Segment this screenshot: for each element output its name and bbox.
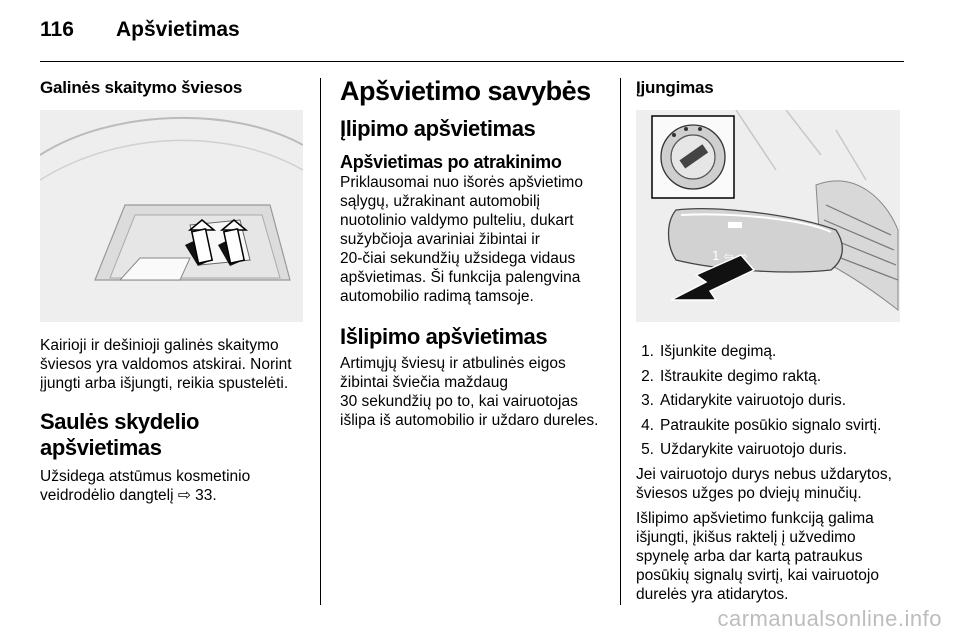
column-1 xyxy=(40,76,305,505)
text-line: nuotolinio valdymo pulteliu, dukart xyxy=(340,212,574,229)
text-line: spynelę arba dar kartą patraukus xyxy=(636,547,863,565)
list-item xyxy=(636,342,904,361)
main-title-lighting-features: Apšvietimo savybės xyxy=(340,76,591,106)
step-text: Išjunkite degimą. xyxy=(660,343,777,360)
exit-lighting-text xyxy=(340,354,612,430)
sun-visor-lighting-text xyxy=(40,467,305,505)
text-line: Artimųjų šviesų ir atbulinės eigos xyxy=(340,355,566,372)
page-title: Apšvietimas xyxy=(116,18,240,41)
text-line: įjungti arba išjungti, reikia spustelėti. xyxy=(40,375,289,392)
text-line: durelės yra atidarytos. xyxy=(636,585,789,603)
text-line: Jei vairuotojo durys nebus uždarytos, xyxy=(636,465,892,483)
list-item xyxy=(636,391,904,410)
reading-light-icon xyxy=(40,110,303,322)
lighting-after-unlock-text xyxy=(340,173,612,306)
text-line: 20-čiai sekundžių užsidega vidaus xyxy=(340,250,576,267)
list-item xyxy=(636,367,904,386)
text-line: Priklausomai nuo išorės apšvietimo xyxy=(340,174,583,191)
text-line: išjungti, įkišus raktelį į užvedimo xyxy=(636,528,856,546)
step-number: 5. xyxy=(641,441,654,458)
heading-entry-lighting: Įlipimo apšvietimas xyxy=(340,116,536,141)
text-line: apšvietimas. Ši funkcija palengvina xyxy=(340,269,581,286)
heading-line: apšvietimas xyxy=(40,435,162,460)
step-number: 2. xyxy=(641,367,654,385)
column-divider-2 xyxy=(620,78,621,605)
heading-sun-visor-lighting xyxy=(40,409,305,461)
text-line: šviesos užges po dviejų minučių. xyxy=(636,484,862,502)
lever-symbol-label: 1 ⇦ ⇨ xyxy=(712,249,748,263)
text-line: Kairioji ir dešinioji galinės skaitymo xyxy=(40,337,279,354)
watermark: carmanualsonline.info xyxy=(717,606,942,631)
column-3 xyxy=(636,76,904,604)
step-text: Atidarykite vairuotojo duris. xyxy=(660,392,847,409)
text-line: žibintai šviečia maždaug xyxy=(340,374,509,391)
heading-exit-lighting: Išlipimo apšvietimas xyxy=(340,324,548,349)
subheading-lighting-after-unlock: Apšvietimas po atrakinimo xyxy=(340,152,562,172)
exit-lighting-disable-text xyxy=(636,509,904,604)
text-line: Išlipimo apšvietimo funkciją galima xyxy=(636,509,874,527)
turn-signal-lever-illustration xyxy=(636,110,900,322)
text-line: automobilio radimą tamsoje. xyxy=(340,288,534,305)
list-item xyxy=(636,416,904,435)
list-item xyxy=(636,440,904,459)
page-number: 116 xyxy=(40,18,74,41)
text-line: veidrodėlio dangtelį ⇨ 33. xyxy=(40,487,217,504)
column-2 xyxy=(340,76,612,430)
column-divider-1 xyxy=(320,78,321,605)
text-line: Užsidega atstūmus kosmetinio xyxy=(40,468,251,485)
step-number: 1. xyxy=(641,343,654,360)
door-open-timeout-text xyxy=(636,465,904,503)
text-line: posūkių signalų svirtį, kai vairuotojo xyxy=(636,566,879,584)
rear-reading-lights-illustration xyxy=(40,110,303,322)
activation-steps-list xyxy=(636,342,904,459)
step-number: 4. xyxy=(641,416,654,434)
text-line: išlipa iš automobilio ir uždaro dureles. xyxy=(340,412,599,429)
rear-reading-lights-text xyxy=(40,336,305,393)
step-text: Patraukite posūkio signalo svirtį. xyxy=(660,416,882,434)
text-line: sąlygų, užrakinant automobilį xyxy=(340,193,540,210)
text-line: 30 sekundžių po to, kai vairuotojas xyxy=(340,393,578,410)
header-rule xyxy=(40,61,904,62)
turn-signal-lever-icon xyxy=(636,110,900,322)
text-line: sužybčioja avariniai žibintai ir xyxy=(340,231,540,248)
step-text: Uždarykite vairuotojo duris. xyxy=(660,441,847,458)
section-title-activation: Įjungimas xyxy=(636,78,714,97)
heading-line: Saulės skydelio xyxy=(40,409,200,434)
step-text: Ištraukite degimo raktą. xyxy=(660,367,822,385)
section-title-rear-reading-lights: Galinės skaitymo šviesos xyxy=(40,78,243,97)
step-number: 3. xyxy=(641,392,654,409)
text-line: šviesos yra valdomos atskirai. Norint xyxy=(40,356,292,373)
